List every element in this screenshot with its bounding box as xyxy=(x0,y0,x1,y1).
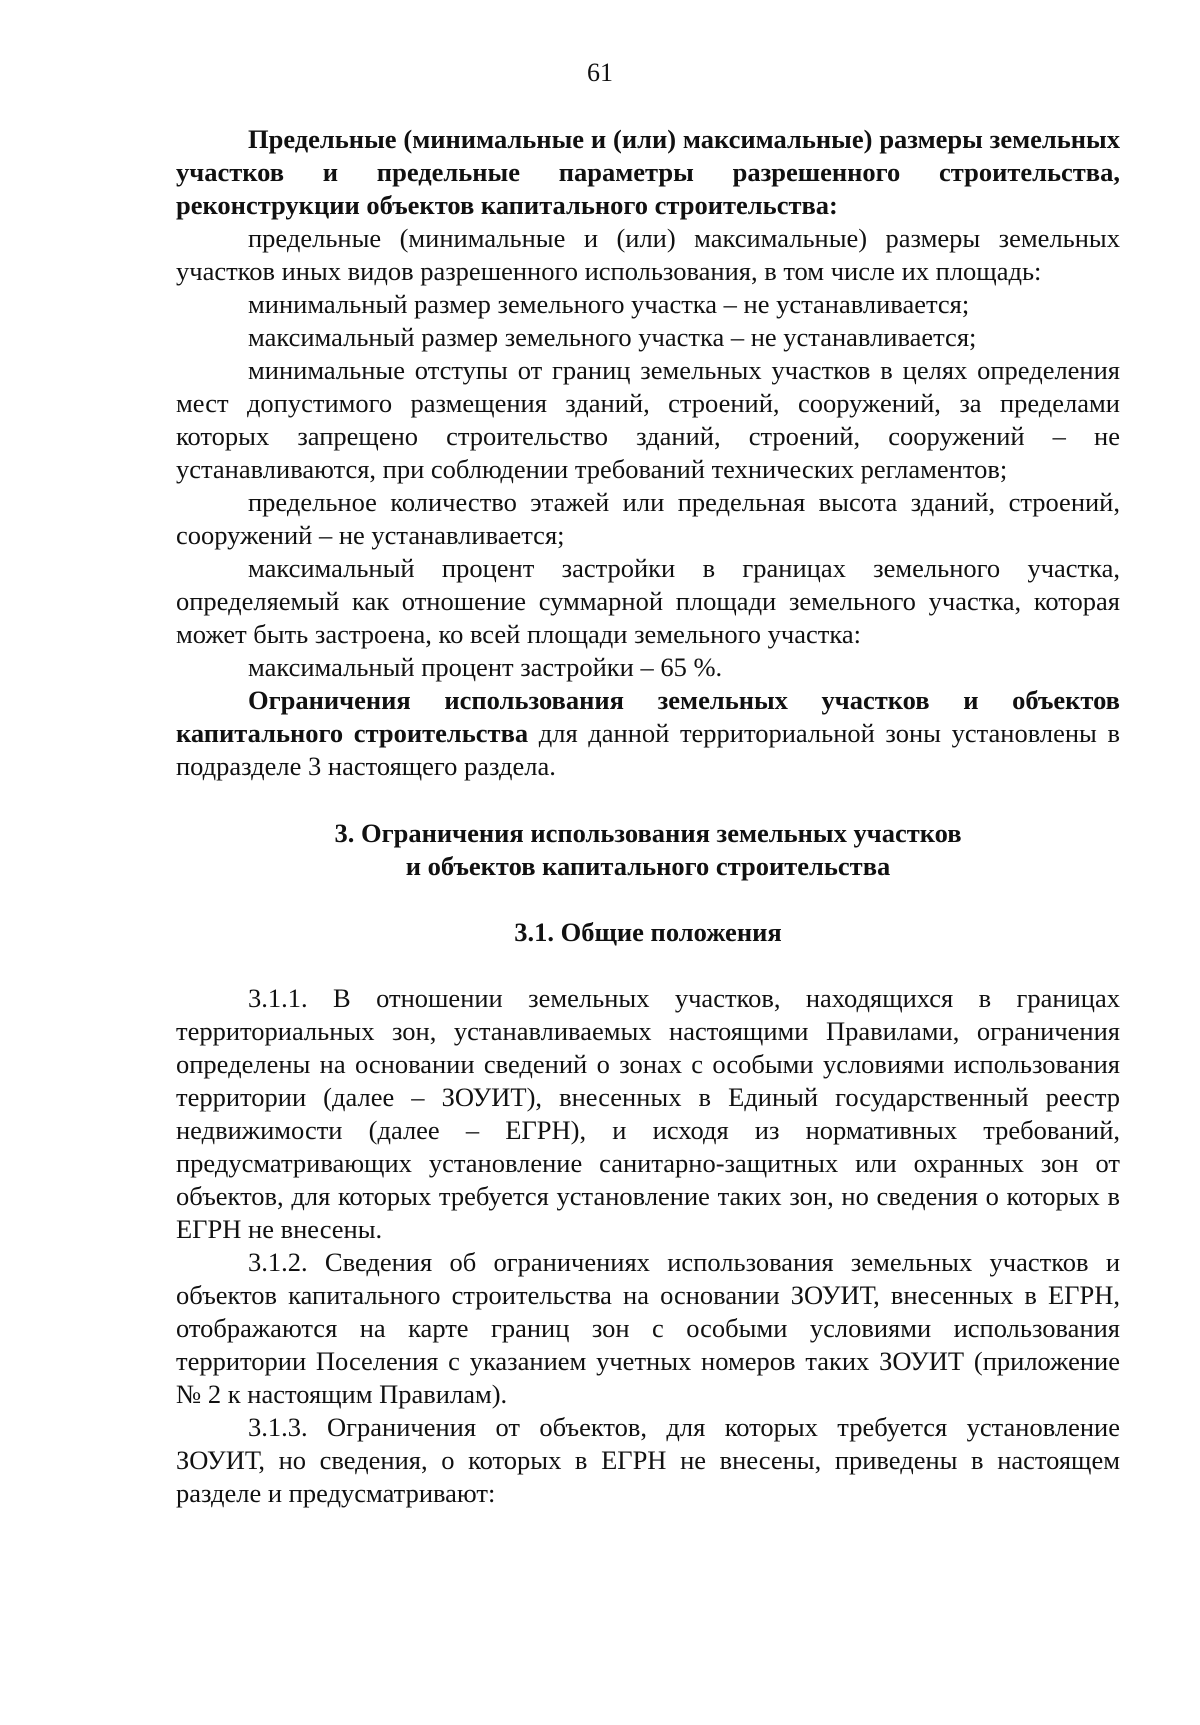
restrictions-bold-phrase: Ограничения использования земельных участков и объектов капитального строительства xyxy=(176,685,1120,748)
paragraph-3-1-3: 3.1.3. Ограничения от объектов, для которых требуется установление ЗОУИТ, но сведения, о которых в ЕГРН не внесены, приведены в настоящем разделе и предусматривают: xyxy=(176,1412,1120,1508)
limits-heading: Предельные (минимальные и (или) максимальные) размеры земельных участков и предельные параметры разрешенного строительства, реконструкции объектов капитального строительства: xyxy=(176,124,1120,220)
restrictions-rest-text: для данной территориальной зоны установлены в подразделе 3 настоящего раздела. xyxy=(176,718,1120,781)
paragraph-limit-sizes: предельные (минимальные и (или) максимальные) размеры земельных участков иных видов разрешенного использования, в том числе их площадь: xyxy=(176,223,1120,286)
document-body xyxy=(176,123,1120,1510)
section-3-heading-line-2: и объектов капитального строительства xyxy=(405,851,891,881)
paragraph-3-1-2: 3.1.2. Сведения об ограничениях использования земельных участков и объектов капитального строительства на основании ЗОУИТ, внесенных в ЕГРН, отображаются на карте границ зон с особыми условиями использования территории Поселения с указанием учетных номеров таких ЗОУИТ (приложение № 2 к настоящим Правилам). xyxy=(176,1247,1120,1409)
subsection-3-1-heading: 3.1. Общие положения xyxy=(514,917,782,947)
paragraph-3-1-1: 3.1.1. В отношении земельных участков, находящихся в границах территориальных зон, устанавливаемых настоящими Правилами, ограничения определены на основании сведений о зонах с особыми условиями использования территории (далее – ЗОУИТ), внесенных в Единый государственный реестр недвижимости (далее – ЕГРН), и исходя из нормативных требований, предусматривающих установление санитарно-защитных или охранных зон от объектов, для которых требуется установление таких зон, но сведения о которых в ЕГРН не внесены. xyxy=(176,983,1120,1244)
paragraph-floors: предельное количество этажей или предельная высота зданий, строений, сооружений – не устанавливается; xyxy=(176,487,1120,550)
paragraph-max-size: максимальный размер земельного участка – не устанавливается; xyxy=(248,322,977,352)
paragraph-min-setbacks: минимальные отступы от границ земельных участков в целях определения мест допустимого размещения зданий, строений, сооружений, за пределами которых запрещено строительство зданий, строений, сооружений – не устанавливаются, при соблюдении требований технических регламентов; xyxy=(176,355,1120,484)
paragraph-restrictions-reference xyxy=(176,684,1120,783)
page-number: 61 xyxy=(587,58,613,87)
section-3-heading xyxy=(176,817,1120,883)
paragraph-min-size: минимальный размер земельного участка – не устанавливается; xyxy=(248,289,970,319)
paragraph-max-percent: максимальный процент застройки – 65 %. xyxy=(248,652,723,682)
paragraph-build-percent: максимальный процент застройки в границах земельного участка, определяемый как отношение суммарной площади земельного участка, которая может быть застроена, ко всей площади земельного участка: xyxy=(176,553,1120,649)
section-3-heading-line-1: 3. Ограничения использования земельных участков xyxy=(334,818,962,848)
